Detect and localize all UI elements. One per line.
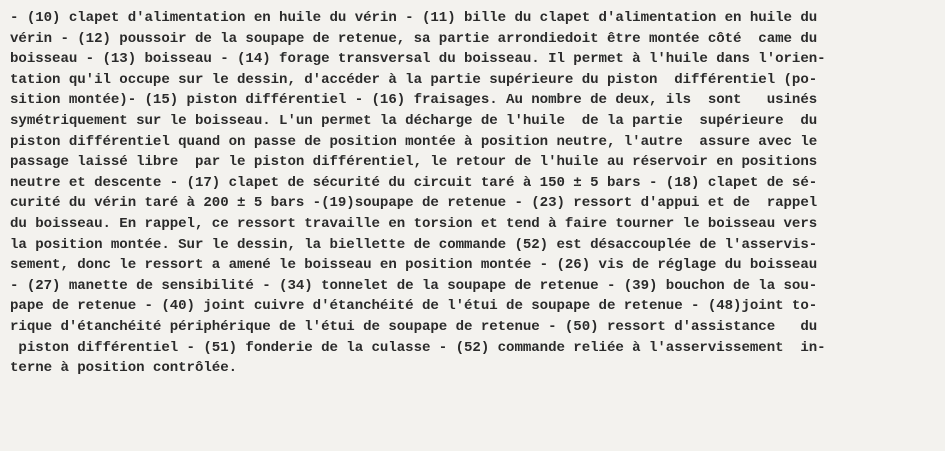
text-line: piston différentiel quand on passe de position montée à position neutre, l'autre assure avec le: [10, 133, 818, 150]
text-line: passage laissé libre par le piston différentiel, le retour de l'huile au réservoir en positions: [10, 154, 818, 171]
text-line: boisseau - (13) boisseau - (14) forage transversal du boisseau. Il permet à l'huile dans l'orien-: [10, 51, 826, 68]
text-line: du boisseau. En rappel, ce ressort travaille en torsion et tend à faire tourner le boisseau vers: [10, 215, 818, 232]
text-line: neutre et descente - (17) clapet de sécurité du circuit taré à 150 ± 5 bars - (18) clapet de sé-: [10, 174, 818, 191]
text-line: piston différentiel - (51) fonderie de la culasse - (52) commande reliée à l'asservissement in-: [10, 339, 826, 356]
text-line: la position montée. Sur le dessin, la biellette de commande (52) est désaccouplée de l'asservis-: [10, 236, 818, 253]
text-line: rique d'étanchéité périphérique de l'étui de soupape de retenue - (50) ressort d'assistance du: [10, 318, 818, 335]
text-line: tation qu'il occupe sur le dessin, d'accéder à la partie supérieure du piston différentiel (po-: [10, 71, 818, 88]
text-line: terne à position contrôlée.: [10, 360, 238, 377]
text-line: - (10) clapet d'alimentation en huile du vérin - (11) bille du clapet d'alimentation en huile du: [10, 10, 818, 26]
text-line: vérin - (12) poussoir de la soupape de retenue, sa partie arrondiedoit être montée côté came du: [10, 30, 818, 47]
text-line: pape de retenue - (40) joint cuivre d'étanchéité de l'étui de soupape de retenue - (48)joint to-: [10, 298, 818, 315]
text-line: curité du vérin taré à 200 ± 5 bars -(19)soupape de retenue - (23) ressort d'appui et de rappel: [10, 195, 818, 212]
text-line: - (27) manette de sensibilité - (34) tonnelet de la soupape de retenue - (39) bouchon de la sou-: [10, 277, 818, 294]
text-line: symétriquement sur le boisseau. L'un permet la décharge de l'huile de la partie supérieure du: [10, 112, 818, 129]
text-line: sition montée)- (15) piston différentiel - (16) fraisages. Au nombre de deux, ils sont usinés: [10, 92, 818, 109]
text-line: sement, donc le ressort a amené le boisseau en position montée - (26) vis de réglage du boisseau: [10, 257, 818, 274]
